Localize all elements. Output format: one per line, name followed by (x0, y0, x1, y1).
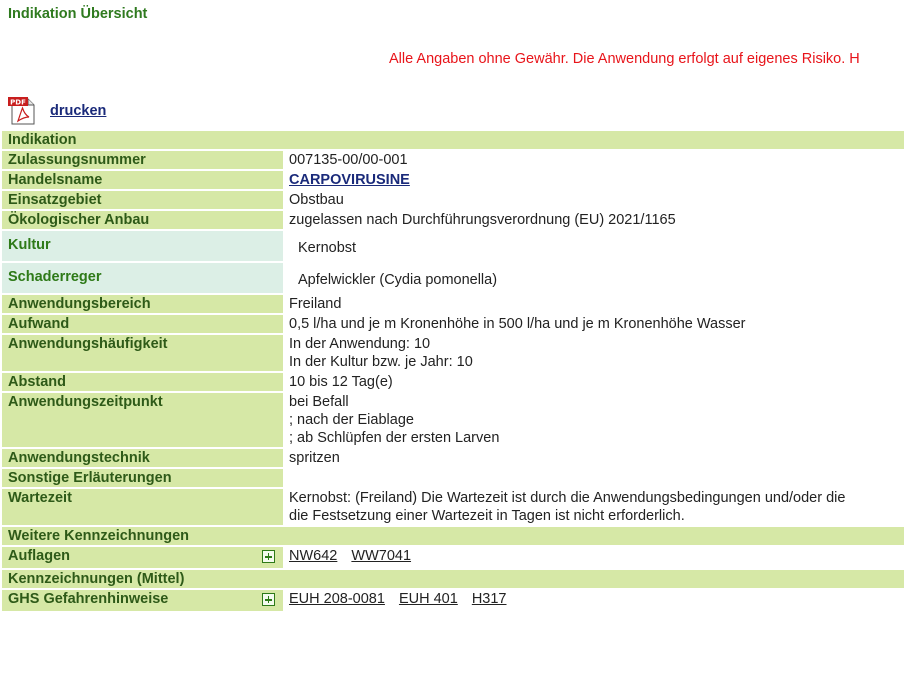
value-line: ; nach der Eiablage (289, 412, 414, 428)
row-value (283, 393, 904, 447)
row-handelsname (2, 171, 904, 189)
row-einsatzgebiet (2, 191, 904, 209)
row-label: Anwendungsbereich (2, 295, 283, 313)
expand-plus-icon[interactable] (262, 550, 275, 563)
value-line: Kernobst: (Freiland) Die Wartezeit ist durch die Anwendungsbedingungen und/oder die (289, 490, 846, 506)
auflage-link[interactable]: WW7041 (351, 548, 412, 564)
row-value (283, 590, 904, 611)
row-label: Abstand (2, 373, 283, 391)
row-value: zugelassen nach Durchführungsverordnung (EU) 2021/1165 (289, 212, 676, 228)
row-label: Wartezeit (2, 489, 283, 525)
page-title: Indikation Übersicht (8, 6, 148, 22)
value-line: bei Befall (289, 394, 349, 410)
row-label: Zulassungsnummer (2, 151, 283, 169)
section-indikation (2, 131, 904, 149)
row-abstand (2, 373, 904, 391)
ghs-link[interactable]: EUH 208-0081 (289, 591, 385, 607)
row-kultur (2, 231, 904, 261)
row-schaderreger (2, 263, 904, 293)
row-label: Ökologischer Anbau (2, 211, 283, 229)
auflage-link[interactable]: NW642 (289, 548, 338, 564)
row-label: Anwendungstechnik (2, 449, 283, 467)
row-value: spritzen (289, 450, 340, 466)
row-value: 0,5 l/ha und je m Kronenhöhe in 500 l/ha und je m Kronenhöhe Wasser (289, 316, 746, 332)
row-value: Freiland (289, 296, 342, 312)
svg-text:PDF: PDF (10, 98, 26, 107)
row-label: Aufwand (2, 315, 283, 333)
row-anwendungsbereich (2, 295, 904, 313)
row-label: GHS Gefahrenhinweise (2, 590, 253, 611)
row-label: Sonstige Erläuterungen (2, 469, 283, 487)
expand-plus-icon[interactable] (262, 593, 275, 606)
row-label: Kultur (2, 231, 283, 261)
ghs-link[interactable]: H317 (471, 591, 507, 607)
ghs-link[interactable]: EUH 401 (398, 591, 458, 607)
section-kennzeichnungen-mittel (2, 570, 904, 588)
row-anwendungstechnik (2, 449, 904, 467)
row-value: Apfelwickler (Cydia pomonella) (298, 272, 498, 288)
expand-cell (253, 547, 283, 568)
value-line: In der Kultur bzw. je Jahr: 10 (289, 354, 473, 370)
section-weitere-kennzeichnungen (2, 527, 904, 545)
row-value: Obstbau (289, 192, 344, 208)
row-sonstige-erlaeuterungen (2, 469, 904, 487)
section-header: Indikation (2, 131, 904, 149)
indication-table (2, 129, 904, 613)
value-line: die Festsetzung einer Wartezeit in Tagen ist nicht erforderlich. (289, 508, 685, 524)
section-header: Kennzeichnungen (Mittel) (2, 570, 904, 588)
row-label: Einsatzgebiet (2, 191, 283, 209)
row-value (283, 547, 904, 568)
row-value: 10 bis 12 Tag(e) (289, 374, 393, 390)
row-ghs-gefahrenhinweise (2, 590, 904, 611)
row-wartezeit (2, 489, 904, 525)
value-line: ; ab Schlüpfen der ersten Larven (289, 430, 500, 446)
disclaimer-text: Alle Angaben ohne Gewähr. Die Anwendung erfolgt auf eigenes Risiko. H (389, 51, 860, 67)
row-value (283, 335, 904, 371)
print-row (7, 96, 106, 126)
row-anwendungszeitpunkt (2, 393, 904, 447)
handelsname-link[interactable]: CARPOVIRUSINE (289, 172, 410, 188)
row-label: Anwendungshäufigkeit (2, 335, 283, 371)
row-value (283, 171, 904, 189)
row-value: 007135-00/00-001 (289, 152, 408, 168)
row-auflagen (2, 547, 904, 568)
row-aufwand (2, 315, 904, 333)
row-label: Schaderreger (2, 263, 283, 293)
row-label: Anwendungszeitpunkt (2, 393, 283, 447)
pdf-icon[interactable] (7, 96, 39, 126)
row-oekologischer-anbau (2, 211, 904, 229)
row-label: Auflagen (2, 547, 253, 568)
row-value (283, 469, 904, 487)
row-zulassungsnummer (2, 151, 904, 169)
section-header: Weitere Kennzeichnungen (2, 527, 904, 545)
print-link[interactable]: drucken (50, 103, 107, 119)
value-line: In der Anwendung: 10 (289, 336, 431, 352)
row-anwendungshaeufigkeit (2, 335, 904, 371)
row-label: Handelsname (2, 171, 283, 189)
row-value (283, 489, 904, 525)
row-value: Kernobst (298, 240, 357, 256)
expand-cell (253, 590, 283, 611)
